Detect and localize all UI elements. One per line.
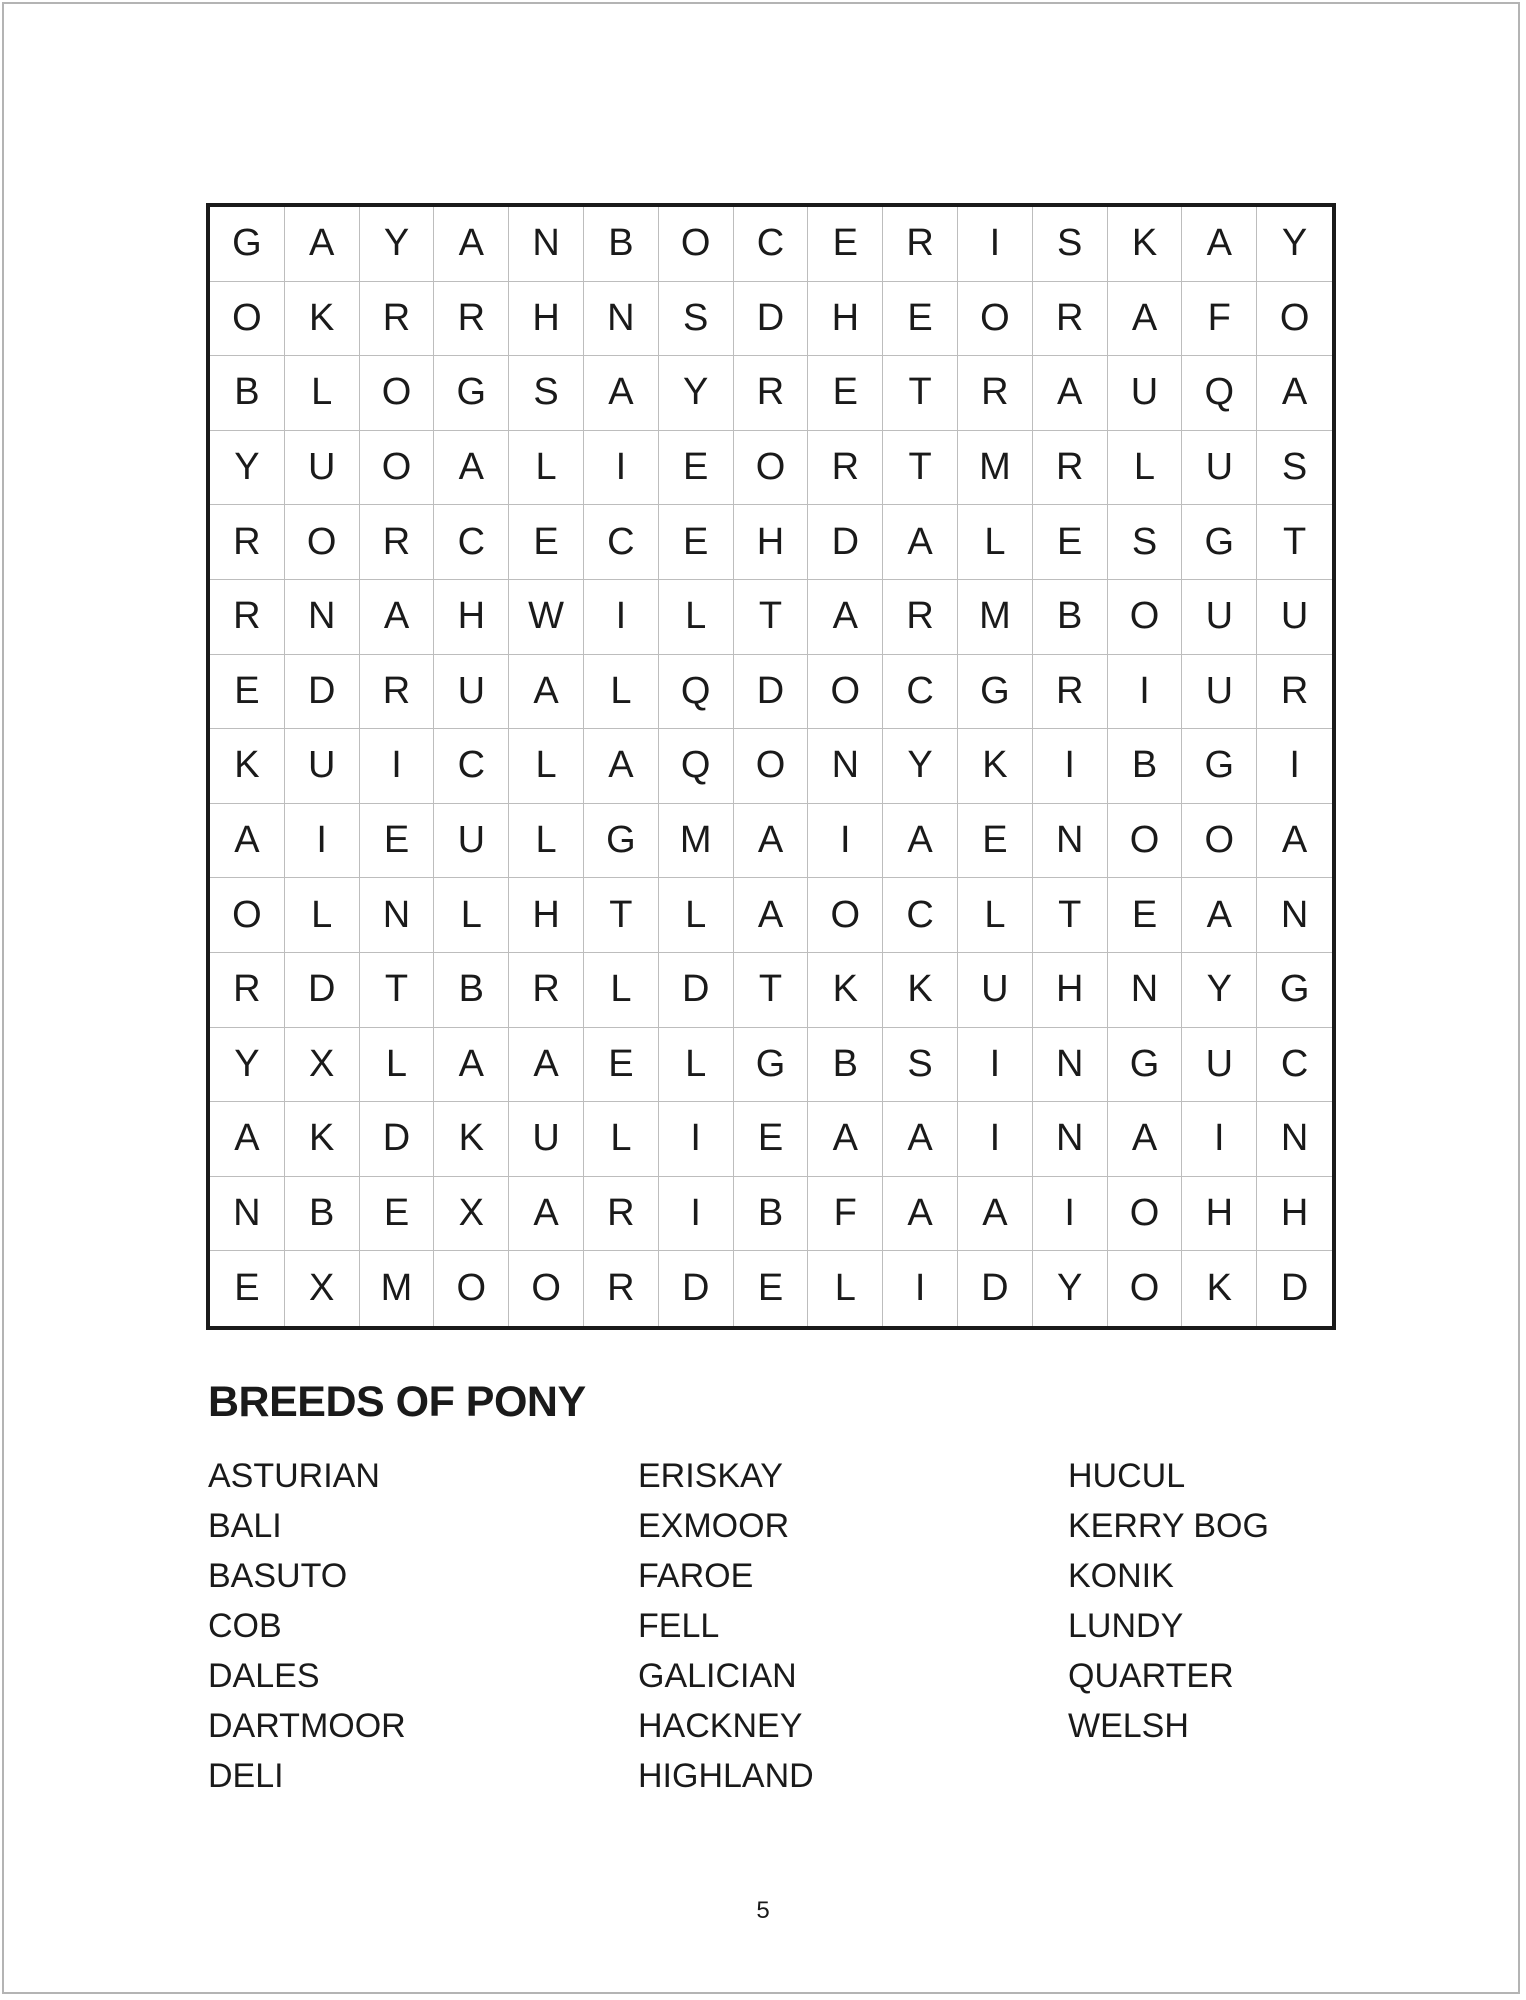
- grid-cell[interactable]: S: [509, 356, 584, 431]
- grid-cell[interactable]: D: [659, 953, 734, 1028]
- word-list-column-3: [1068, 1455, 1269, 1755]
- grid-cell[interactable]: Q: [659, 655, 734, 730]
- grid-cell[interactable]: S: [883, 1028, 958, 1103]
- grid-cell[interactable]: N: [285, 580, 360, 655]
- grid-cell[interactable]: O: [360, 431, 435, 506]
- grid-cell[interactable]: O: [509, 1251, 584, 1326]
- grid-cell[interactable]: B: [434, 953, 509, 1028]
- grid-cell[interactable]: D: [1280, 1267, 1309, 1310]
- word-list-item: DARTMOOR: [208, 1707, 406, 1745]
- grid-cell[interactable]: E: [1033, 505, 1108, 580]
- grid-cell[interactable]: K: [434, 1102, 509, 1177]
- grid-cell[interactable]: R: [360, 655, 435, 730]
- grid-cell[interactable]: T: [883, 431, 958, 506]
- grid-cell[interactable]: Y: [883, 729, 958, 804]
- grid-cell[interactable]: C: [883, 655, 958, 730]
- word-list-item: DELI: [208, 1757, 284, 1795]
- grid-cell[interactable]: S: [1108, 505, 1183, 580]
- grid-cell[interactable]: U: [958, 953, 1033, 1028]
- grid-cell[interactable]: E: [210, 1251, 285, 1326]
- grid-cell[interactable]: A: [1182, 878, 1257, 953]
- grid-cell[interactable]: R: [509, 953, 584, 1028]
- grid-cell[interactable]: R: [584, 1251, 659, 1326]
- grid-cell[interactable]: I: [1182, 1102, 1257, 1177]
- word-list-item: BASUTO: [208, 1557, 348, 1595]
- grid-cell[interactable]: H: [1182, 1177, 1257, 1252]
- grid-cell[interactable]: L: [1108, 431, 1183, 506]
- grid-cell[interactable]: A: [808, 580, 883, 655]
- word-list-item: DALES: [208, 1657, 320, 1695]
- word-list-item: EXMOOR: [638, 1507, 790, 1545]
- grid-cell[interactable]: S: [1257, 431, 1332, 506]
- grid-cell[interactable]: B: [808, 1028, 883, 1103]
- grid-cell[interactable]: U: [509, 1102, 584, 1177]
- grid-cell[interactable]: N: [1033, 1028, 1108, 1103]
- grid-cell[interactable]: U: [1257, 580, 1332, 655]
- grid-cell[interactable]: G: [1182, 505, 1257, 580]
- grid-cell[interactable]: I: [883, 1251, 958, 1326]
- grid-cell[interactable]: A: [210, 1102, 285, 1177]
- grid-cell[interactable]: I: [1257, 729, 1332, 804]
- grid-cell[interactable]: Y: [1182, 953, 1257, 1028]
- grid-cell[interactable]: R: [883, 580, 958, 655]
- grid-cell[interactable]: E: [958, 804, 1033, 879]
- grid-cell[interactable]: U: [285, 729, 360, 804]
- grid-cell[interactable]: E: [509, 505, 584, 580]
- grid-cell[interactable]: Y: [210, 1028, 285, 1103]
- grid-cell[interactable]: R: [883, 207, 958, 282]
- grid-cell[interactable]: A: [808, 1102, 883, 1177]
- grid-cell[interactable]: O: [958, 282, 1033, 357]
- grid-cell[interactable]: N: [1108, 953, 1183, 1028]
- grid-cell[interactable]: E: [808, 207, 883, 282]
- word-list-item: BALI: [208, 1507, 282, 1545]
- grid-cell[interactable]: C: [734, 207, 809, 282]
- grid-cell[interactable]: E: [808, 356, 883, 431]
- word-search-grid[interactable]: [206, 203, 1336, 1330]
- grid-cell[interactable]: E: [1108, 878, 1183, 953]
- grid-cell[interactable]: U: [285, 431, 360, 506]
- grid-cell[interactable]: R: [1257, 655, 1332, 730]
- grid-cell[interactable]: O: [1108, 580, 1183, 655]
- grid-cell[interactable]: A: [434, 207, 509, 282]
- grid-cell[interactable]: H: [734, 505, 809, 580]
- grid-cell[interactable]: I: [1108, 655, 1183, 730]
- grid-cell[interactable]: H: [509, 282, 584, 357]
- word-list-item: ERISKAY: [638, 1457, 783, 1495]
- grid-cell[interactable]: H: [434, 580, 509, 655]
- grid-cell[interactable]: O: [1108, 1251, 1183, 1326]
- grid-cell[interactable]: C: [434, 505, 509, 580]
- grid-cell[interactable]: O: [285, 505, 360, 580]
- grid-cell[interactable]: D: [808, 505, 883, 580]
- word-list-title: BREEDS OF PONY: [208, 1378, 586, 1426]
- grid-cell[interactable]: A: [1257, 356, 1332, 431]
- grid-cell[interactable]: G: [584, 804, 659, 879]
- grid-cell[interactable]: K: [285, 1102, 360, 1177]
- grid-cell[interactable]: A: [584, 729, 659, 804]
- grid-cell[interactable]: L: [584, 953, 659, 1028]
- word-list-item: WELSH: [1068, 1707, 1189, 1745]
- grid-cell[interactable]: A: [360, 580, 435, 655]
- grid-cell[interactable]: S: [659, 282, 734, 357]
- grid-cell[interactable]: K: [883, 953, 958, 1028]
- grid-cell[interactable]: N: [1033, 1102, 1108, 1177]
- grid-cell[interactable]: A: [1182, 207, 1257, 282]
- grid-cell[interactable]: I: [1033, 729, 1108, 804]
- grid-cell[interactable]: M: [958, 580, 1033, 655]
- grid-cell[interactable]: R: [1033, 282, 1108, 357]
- grid-cell[interactable]: L: [659, 1028, 734, 1103]
- grid-cell[interactable]: K: [808, 953, 883, 1028]
- grid-cell[interactable]: L: [434, 878, 509, 953]
- grid-cell[interactable]: G: [1257, 953, 1332, 1028]
- grid-cell[interactable]: N: [808, 729, 883, 804]
- word-list-item: HACKNEY: [638, 1707, 803, 1745]
- grid-cell[interactable]: R: [434, 282, 509, 357]
- grid-cell[interactable]: B: [285, 1177, 360, 1252]
- grid-cell[interactable]: L: [285, 878, 360, 953]
- grid-cell[interactable]: D: [659, 1251, 734, 1326]
- grid-cell[interactable]: O: [659, 207, 734, 282]
- grid-cell[interactable]: T: [1257, 505, 1332, 580]
- grid-cell[interactable]: S: [1033, 207, 1108, 282]
- grid-cell[interactable]: R: [808, 431, 883, 506]
- grid-cell[interactable]: I: [958, 207, 1033, 282]
- grid-cell[interactable]: L: [360, 1028, 435, 1103]
- grid-cell[interactable]: Y: [360, 207, 435, 282]
- grid-cell[interactable]: L: [285, 356, 360, 431]
- grid-cell[interactable]: A: [734, 878, 809, 953]
- grid-cell[interactable]: U: [1182, 431, 1257, 506]
- grid-cell[interactable]: A: [734, 804, 809, 879]
- grid-cell[interactable]: U: [1182, 655, 1257, 730]
- grid-cell[interactable]: N: [360, 878, 435, 953]
- grid-cell[interactable]: C: [434, 729, 509, 804]
- grid-cell[interactable]: L: [659, 580, 734, 655]
- grid-cell[interactable]: D: [734, 282, 809, 357]
- grid-cell[interactable]: D: [734, 655, 809, 730]
- grid-cell[interactable]: I: [958, 1028, 1033, 1103]
- word-list-item: KERRY BOG: [1068, 1507, 1269, 1545]
- grid-cell[interactable]: T: [734, 580, 809, 655]
- word-list-column-1: [208, 1455, 406, 1805]
- word-list-item: LUNDY: [1068, 1607, 1184, 1645]
- grid-cell[interactable]: A: [1033, 356, 1108, 431]
- grid-cell[interactable]: C: [883, 878, 958, 953]
- grid-cell[interactable]: Y: [210, 431, 285, 506]
- grid-cell[interactable]: C: [1257, 1028, 1332, 1103]
- grid-cell[interactable]: O: [210, 878, 285, 953]
- grid-cell[interactable]: T: [734, 953, 809, 1028]
- grid-cell[interactable]: O: [808, 878, 883, 953]
- grid-cell[interactable]: M: [659, 804, 734, 879]
- grid-cell[interactable]: G: [210, 207, 285, 282]
- grid-cell[interactable]: T: [360, 953, 435, 1028]
- grid-cell[interactable]: L: [509, 729, 584, 804]
- grid-cell[interactable]: U: [1182, 1028, 1257, 1103]
- grid-cell[interactable]: E: [883, 282, 958, 357]
- word-list-item: KONIK: [1068, 1557, 1174, 1595]
- grid-cell[interactable]: E: [734, 1251, 809, 1326]
- grid-cell[interactable]: I: [958, 1102, 1033, 1177]
- grid-cell[interactable]: O: [210, 282, 285, 357]
- word-list-item: GALICIAN: [638, 1657, 797, 1695]
- grid-cell[interactable]: R: [210, 505, 285, 580]
- grid-cell[interactable]: K: [210, 729, 285, 804]
- grid-cell[interactable]: O: [1257, 282, 1332, 357]
- grid-cell[interactable]: D: [360, 1102, 435, 1177]
- grid-cell[interactable]: B: [1108, 729, 1183, 804]
- grid-cell[interactable]: I: [1033, 1177, 1108, 1252]
- grid-cell[interactable]: R: [1033, 655, 1108, 730]
- grid-cell[interactable]: R: [360, 505, 435, 580]
- grid-cell[interactable]: U: [434, 804, 509, 879]
- grid-cell[interactable]: O: [1182, 804, 1257, 879]
- grid-cell[interactable]: O: [1108, 804, 1183, 879]
- grid-cell[interactable]: A: [285, 207, 360, 282]
- grid-cell[interactable]: A: [509, 655, 584, 730]
- grid-cell[interactable]: L: [659, 878, 734, 953]
- grid-cell[interactable]: G: [734, 1028, 809, 1103]
- grid-cell[interactable]: A: [434, 431, 509, 506]
- word-list-item: HIGHLAND: [638, 1757, 814, 1795]
- grid-cell[interactable]: N: [210, 1177, 285, 1252]
- grid-cell[interactable]: N: [509, 207, 584, 282]
- grid-cell[interactable]: B: [1033, 580, 1108, 655]
- grid-cell[interactable]: I: [360, 729, 435, 804]
- grid-cell[interactable]: A: [958, 1177, 1033, 1252]
- grid-cell[interactable]: A: [584, 356, 659, 431]
- grid-cell[interactable]: G: [434, 356, 509, 431]
- grid-cell[interactable]: H: [808, 282, 883, 357]
- grid-cell[interactable]: L: [584, 1102, 659, 1177]
- grid-cell[interactable]: I: [584, 580, 659, 655]
- grid-cell[interactable]: B: [734, 1177, 809, 1252]
- page-number: 5: [756, 1897, 770, 1924]
- grid-cell[interactable]: U: [1182, 580, 1257, 655]
- grid-cell[interactable]: T: [584, 878, 659, 953]
- grid-cell[interactable]: R: [210, 953, 285, 1028]
- grid-cell[interactable]: O: [434, 1251, 509, 1326]
- grid-cell[interactable]: Y: [659, 356, 734, 431]
- grid-cell[interactable]: B: [584, 207, 659, 282]
- grid-cell[interactable]: C: [584, 505, 659, 580]
- grid-cell[interactable]: N: [584, 282, 659, 357]
- grid-cell[interactable]: I: [659, 1102, 734, 1177]
- grid-cell[interactable]: I: [285, 804, 360, 879]
- grid-cell[interactable]: A: [434, 1028, 509, 1103]
- grid-cell[interactable]: F: [808, 1177, 883, 1252]
- grid-cell[interactable]: D: [285, 953, 360, 1028]
- grid-cell[interactable]: L: [808, 1251, 883, 1326]
- grid-cell[interactable]: A: [883, 804, 958, 879]
- grid-cell[interactable]: I: [659, 1177, 734, 1252]
- grid-cell[interactable]: R: [584, 1177, 659, 1252]
- grid-cell[interactable]: E: [659, 505, 734, 580]
- grid-cell[interactable]: A: [883, 505, 958, 580]
- grid-cell[interactable]: R: [360, 282, 435, 357]
- grid-cell[interactable]: A: [509, 1177, 584, 1252]
- grid-cell[interactable]: L: [509, 804, 584, 879]
- grid-cell[interactable]: O: [808, 655, 883, 730]
- grid-cell[interactable]: L: [584, 655, 659, 730]
- grid-cell[interactable]: N: [1033, 804, 1108, 879]
- grid-cell[interactable]: E: [360, 1177, 435, 1252]
- grid-cell[interactable]: X: [285, 1028, 360, 1103]
- grid-cell[interactable]: T: [883, 356, 958, 431]
- grid-cell[interactable]: G: [958, 655, 1033, 730]
- grid-cell[interactable]: A: [509, 1028, 584, 1103]
- grid-cell[interactable]: R: [734, 356, 809, 431]
- grid-cell[interactable]: L: [958, 505, 1033, 580]
- grid-cell[interactable]: A: [210, 804, 285, 879]
- word-list-column-2: [638, 1455, 814, 1805]
- grid-cell[interactable]: O: [1108, 1177, 1183, 1252]
- grid-cell[interactable]: D: [285, 655, 360, 730]
- grid-cell[interactable]: K: [285, 282, 360, 357]
- grid-cell[interactable]: R: [958, 356, 1033, 431]
- grid-cell[interactable]: K: [1182, 1251, 1257, 1326]
- word-list-item: COB: [208, 1607, 282, 1645]
- grid-cell[interactable]: Q: [659, 729, 734, 804]
- grid-cell[interactable]: R: [210, 580, 285, 655]
- grid-cell[interactable]: K: [1108, 207, 1183, 282]
- grid-cell[interactable]: Y: [1033, 1251, 1108, 1326]
- grid-cell[interactable]: R: [1033, 431, 1108, 506]
- grid-cell[interactable]: L: [958, 878, 1033, 953]
- grid-cell[interactable]: A: [1257, 804, 1332, 879]
- grid-cell[interactable]: N: [1257, 878, 1332, 953]
- grid-cell[interactable]: G: [1182, 729, 1257, 804]
- grid-cell[interactable]: F: [1182, 282, 1257, 357]
- grid-cell[interactable]: I: [584, 431, 659, 506]
- grid-cell[interactable]: X: [434, 1177, 509, 1252]
- grid-cell[interactable]: L: [509, 431, 584, 506]
- grid-cell[interactable]: N: [1257, 1102, 1332, 1177]
- grid-cell[interactable]: O: [734, 431, 809, 506]
- word-list-item: HUCUL: [1068, 1457, 1186, 1495]
- grid-cell[interactable]: W: [509, 580, 584, 655]
- word-list-item: FELL: [638, 1607, 720, 1645]
- grid-cell[interactable]: K: [958, 729, 1033, 804]
- grid-cell[interactable]: U: [1108, 356, 1183, 431]
- grid-cell[interactable]: U: [434, 655, 509, 730]
- grid-cell[interactable]: T: [1033, 878, 1108, 953]
- grid-cell[interactable]: A: [883, 1102, 958, 1177]
- grid-cell[interactable]: B: [210, 356, 285, 431]
- grid-cell[interactable]: Q: [1182, 356, 1257, 431]
- word-list-item: QUARTER: [1068, 1657, 1234, 1695]
- word-list-item: ASTURIAN: [208, 1457, 380, 1495]
- grid-cell[interactable]: A: [1108, 282, 1183, 357]
- grid-cell[interactable]: O: [734, 729, 809, 804]
- grid-cell[interactable]: A: [1108, 1102, 1183, 1177]
- grid-cell[interactable]: X: [285, 1251, 360, 1326]
- grid-cell[interactable]: A: [883, 1177, 958, 1252]
- grid-cell[interactable]: H: [1033, 953, 1108, 1028]
- grid-cell[interactable]: M: [360, 1251, 435, 1326]
- grid-cell[interactable]: Y: [1257, 207, 1332, 282]
- grid-cell[interactable]: E: [584, 1028, 659, 1103]
- grid-cell[interactable]: M: [958, 431, 1033, 506]
- grid-cell[interactable]: O: [360, 356, 435, 431]
- grid-cell[interactable]: E: [210, 655, 285, 730]
- grid-cell[interactable]: G: [1108, 1028, 1183, 1103]
- grid-cell[interactable]: I: [808, 804, 883, 879]
- word-list-item: FAROE: [638, 1557, 754, 1595]
- grid-cell[interactable]: H: [509, 878, 584, 953]
- grid-cell[interactable]: E: [734, 1102, 809, 1177]
- grid-cell[interactable]: D: [958, 1251, 1033, 1326]
- grid-cell[interactable]: E: [360, 804, 435, 879]
- grid-cell[interactable]: E: [659, 431, 734, 506]
- grid-cell[interactable]: H: [1257, 1177, 1332, 1252]
